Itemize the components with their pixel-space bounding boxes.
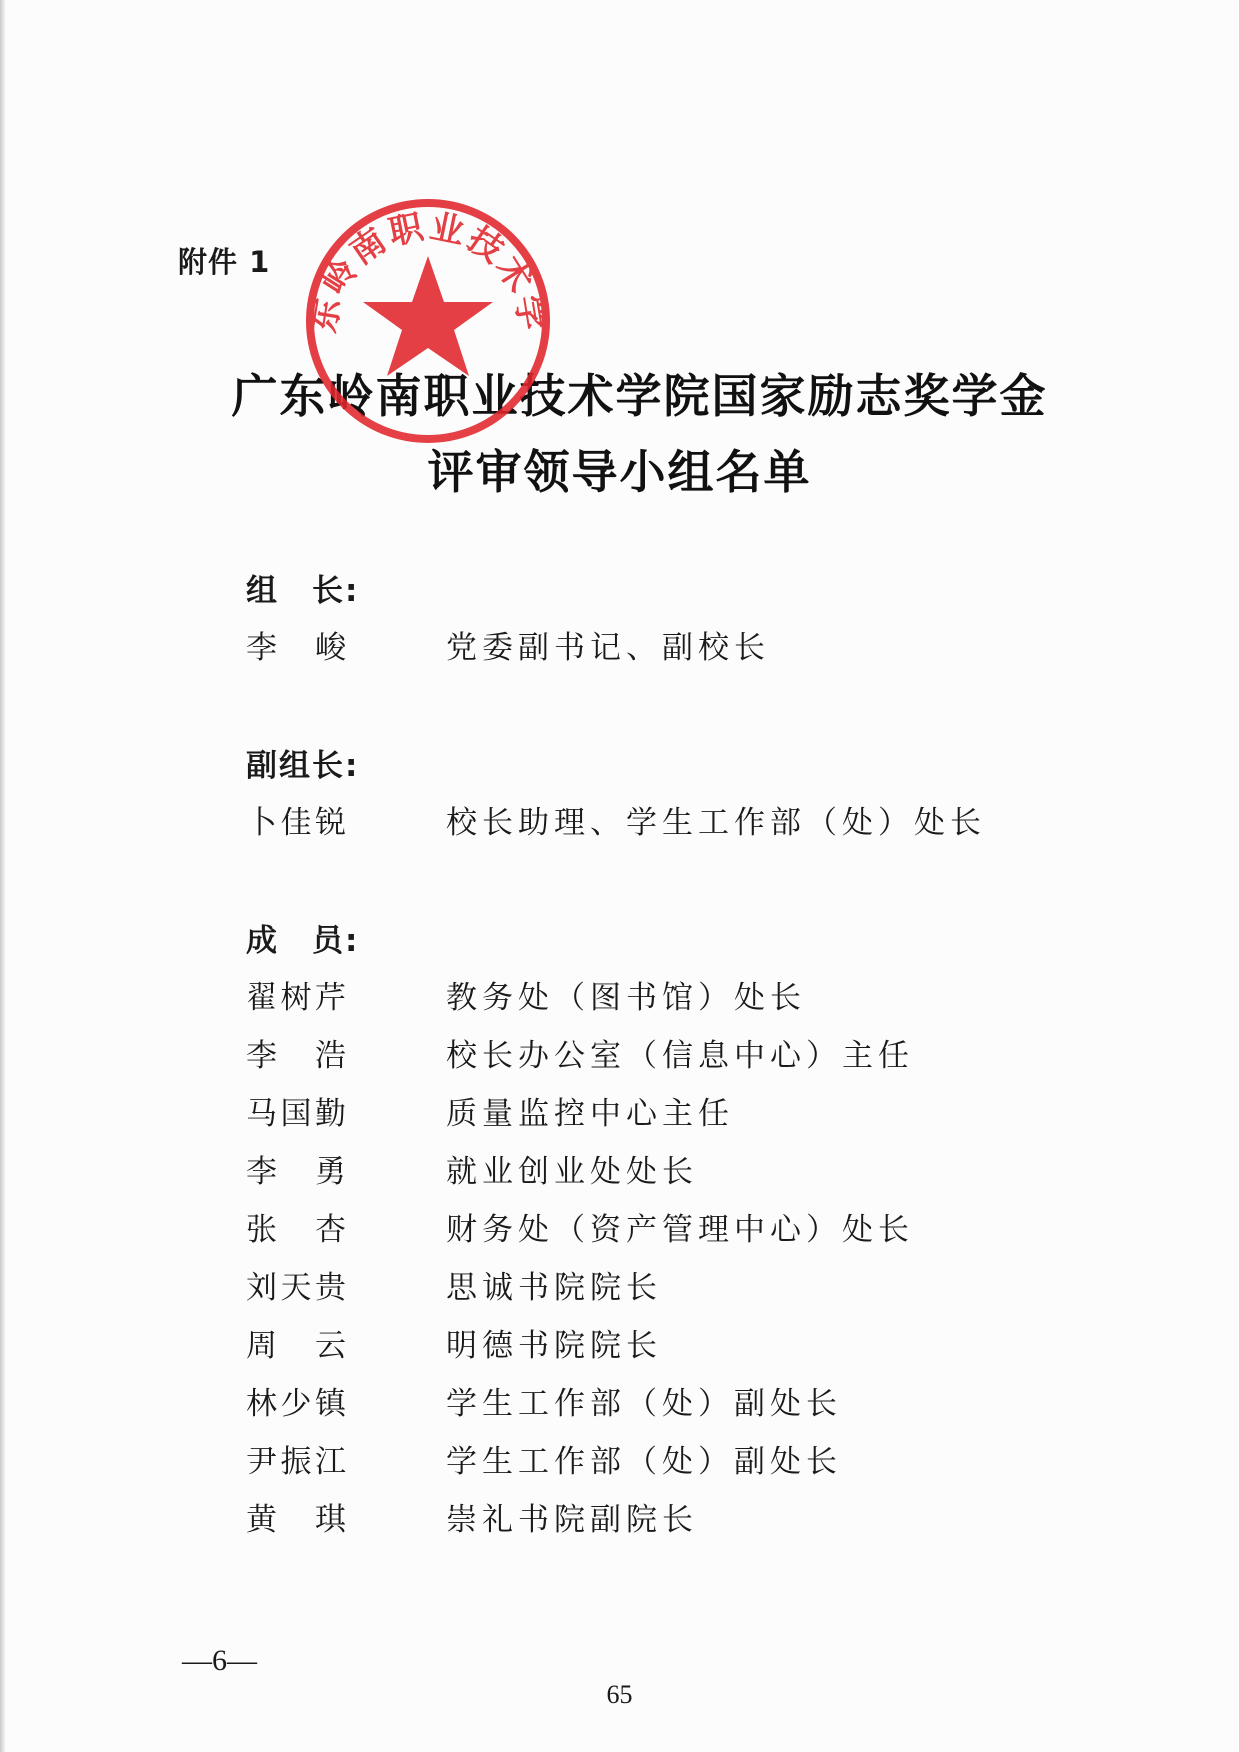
official-seal: [303, 196, 553, 446]
section-label-members: 成 员:: [246, 923, 360, 959]
member-role: 质量监控中心主任: [446, 1096, 734, 1132]
member-role: 校长助理、学生工作部（处）处长: [446, 805, 986, 841]
member-name: 周 云: [246, 1328, 346, 1364]
member-role: 教务处（图书馆）处长: [446, 980, 806, 1016]
member-role: 学生工作部（处）副处长: [446, 1386, 842, 1422]
document-title-line-2: 评审领导小组名单: [427, 445, 812, 499]
member-name: 翟 树 芹: [246, 980, 346, 1016]
member-name: 张 杏: [246, 1212, 346, 1248]
seal-star-icon: [363, 256, 493, 376]
member-name: 李 峻: [246, 630, 346, 666]
member-role: 就业创业处处长: [446, 1154, 698, 1190]
member-name: 卜 佳 锐: [246, 805, 346, 841]
member-role: 明德书院院长: [446, 1328, 662, 1364]
member-role: 党委副书记、副校长: [446, 630, 770, 666]
member-name: 尹 振 江: [246, 1444, 346, 1480]
member-name: 林 少 镇: [246, 1386, 346, 1422]
member-name: 李 勇: [246, 1154, 346, 1190]
member-name: 李 浩: [246, 1038, 346, 1074]
member-role: 校长办公室（信息中心）主任: [446, 1038, 914, 1074]
section-label-leader: 组 长:: [246, 573, 360, 609]
document-title-line-1: 广东岭南职业技术学院国家励志奖学金: [231, 369, 1048, 423]
member-role: 崇礼书院副院长: [446, 1502, 698, 1538]
page-number: —6—: [182, 1644, 257, 1677]
member-name: 刘 天 贵: [246, 1270, 346, 1306]
attachment-label: 附件 1: [178, 245, 271, 279]
member-name: 马 国 勤: [246, 1096, 346, 1132]
member-role: 学生工作部（处）副处长: [446, 1444, 842, 1480]
member-role: 财务处（资产管理中心）处长: [446, 1212, 914, 1248]
member-role: 思诚书院院长: [446, 1270, 662, 1306]
section-label-deputy-leader: 副组长:: [246, 748, 360, 784]
seal-text: 东岭南职业技术学: [303, 206, 553, 336]
member-name: 黄 琪: [246, 1502, 346, 1538]
scan-page-number: 65: [606, 1680, 633, 1709]
